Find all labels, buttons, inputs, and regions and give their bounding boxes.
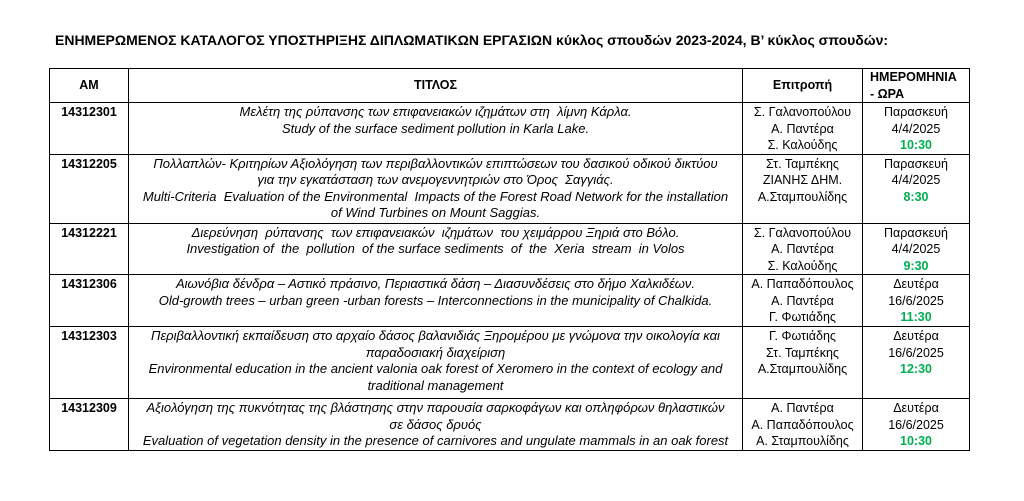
- page-title: ΕΝΗΜΕΡΩΜΕΝΟΣ ΚΑΤΑΛΟΓΟΣ ΥΠΟΣΤΗΡΙΞΗΣ ΔΙΠΛΩΜΑΤΙΚΩΝ ΕΡΓΑΣΙΩΝ κύκλος σπουδών 2023-2024, Β’ κύκλος σπουδών:: [55, 32, 889, 48]
- table-row: [50, 399, 970, 451]
- committee-cell: [743, 223, 863, 275]
- committee-member: Α.Σταμπουλίδης: [757, 189, 848, 204]
- student-id: 14312303: [50, 327, 129, 399]
- committee-cell: [743, 275, 863, 327]
- committee-member: Α. Παντέρα: [771, 293, 834, 308]
- date-label: 4/4/2025: [891, 173, 941, 187]
- title-line: Investigation of the pollution of the surface sediments of the Xeria stream in Volos: [186, 241, 685, 256]
- date-label: 4/4/2025: [891, 121, 941, 136]
- committee-member: Σ. Γαλανοπούλου: [753, 105, 852, 119]
- committee-member: Σ. Καλούδης: [767, 258, 838, 273]
- table-row: [50, 223, 970, 275]
- title-line: Αξιολόγηση της πυκνότητας της βλάστησης στην παρουσία σαρκοφάγων και οπληφόρων θηλαστικών: [146, 400, 725, 415]
- title-line: traditional management: [367, 377, 504, 393]
- title-cell: [129, 275, 743, 327]
- header-datetime-line: - ΩΡΑ: [870, 86, 905, 101]
- table-header: [50, 69, 970, 103]
- committee-member: ΖΙΑΝΗΣ ΔΗΜ.: [762, 173, 843, 187]
- title-cell: [129, 154, 743, 223]
- committee-member: Α. Παντέρα: [771, 242, 834, 256]
- header-datetime: [863, 69, 970, 103]
- header-datetime-line: ΗΜΕΡΟΜΗΝΙΑ: [870, 70, 957, 84]
- title-line: Πολλαπλών- Κριτηρίων Αξιολόγηση των περιβαλλοντικών επιπτώσεων του δασικού οδικού δικτύου: [153, 155, 718, 171]
- time-label: 11:30: [900, 310, 932, 324]
- datetime-cell: [863, 223, 970, 275]
- student-id: 14312306: [50, 275, 129, 327]
- date-label: 16/6/2025: [888, 345, 944, 360]
- committee-cell: [743, 327, 863, 399]
- day-label: Παρασκευή: [884, 105, 948, 119]
- student-id: 14312301: [50, 103, 129, 155]
- header-am: ΑΜ: [50, 69, 129, 103]
- committee-member: Γ. Φωτιάδης: [769, 329, 836, 343]
- committee-member: Α. Παπαδόπουλος: [751, 277, 854, 291]
- committee-cell: [743, 399, 863, 451]
- title-line: Environmental education in the ancient valonia oak forest of Xeromero in the context of ecology and: [148, 361, 723, 376]
- committee-member: Α. Σταμπουλίδης: [756, 434, 849, 448]
- datetime-cell: [863, 327, 970, 399]
- title-line: παραδοσιακή διαχείριση: [365, 344, 506, 360]
- day-label: Δευτέρα: [893, 329, 939, 343]
- time-label: 10:30: [900, 434, 932, 448]
- day-label: Δευτέρα: [893, 277, 939, 291]
- committee-cell: [743, 154, 863, 223]
- title-line: για την εγκατάσταση των ανεμογεννητριών στο Όρος Σαγγιάς.: [257, 172, 614, 187]
- table-body: [50, 103, 970, 451]
- committee-member: Γ. Φωτιάδης: [769, 310, 836, 324]
- day-label: Παρασκευή: [884, 225, 948, 240]
- time-label: 8:30: [903, 189, 929, 204]
- theses-table: [49, 68, 970, 451]
- committee-member: Στ. Ταμπέκης: [766, 156, 839, 171]
- datetime-cell: [863, 275, 970, 327]
- committee-member: Στ. Ταμπέκης: [766, 345, 839, 360]
- student-id: 14312309: [50, 399, 129, 451]
- table-row: [50, 103, 970, 155]
- title-line: of Wind Turbines on Mount Saggias.: [330, 205, 541, 220]
- date-label: 16/6/2025: [888, 293, 944, 308]
- student-id: 14312205: [50, 154, 129, 223]
- datetime-cell: [863, 399, 970, 451]
- title-cell: [129, 327, 743, 399]
- table-row: [50, 275, 970, 327]
- datetime-cell: [863, 103, 970, 155]
- title-line: Evaluation of vegetation density in the presence of carnivores and ungulate mammals in an oak forest: [142, 433, 729, 448]
- day-label: Δευτέρα: [893, 401, 939, 415]
- title-cell: [129, 223, 743, 275]
- title-line: Old-growth trees – urban green -urban forests – Interconnections in the municipality of Chalkida.: [158, 292, 713, 308]
- committee-member: Σ. Γαλανοπούλου: [753, 225, 852, 240]
- committee-member: Α. Παπαδόπουλος: [751, 417, 854, 432]
- header-title: ΤΙΤΛΟΣ: [129, 69, 743, 103]
- header-committee: Επιτροπή: [743, 69, 863, 103]
- title-cell: [129, 399, 743, 451]
- title-line: Περιβαλλοντική εκπαίδευση στο αρχαίο δάσος βαλανιδιάς Ξηρομέρου με γνώμονα την οικολογία και: [151, 328, 720, 343]
- title-line: Αιωνόβια δένδρα – Αστικό πράσινο, Περιαστικά δάση – Διασυνδέσεις στο δήμο Χαλκιδέων.: [175, 276, 696, 291]
- time-label: 9:30: [903, 258, 929, 273]
- committee-member: Α.Σταμπουλίδης: [757, 362, 848, 376]
- title-line: Μελέτη της ρύπανσης των επιφανειακών ιζημάτων στη λίμνη Κάρλα.: [239, 104, 632, 119]
- title-line: σε δάσος δρυός: [389, 416, 482, 432]
- datetime-cell: [863, 154, 970, 223]
- table-row: [50, 327, 970, 399]
- committee-member: Σ. Καλούδης: [767, 138, 838, 152]
- title-line: Study of the surface sediment pollution in Karla Lake.: [281, 120, 590, 136]
- time-label: 10:30: [900, 138, 932, 152]
- date-label: 16/6/2025: [888, 417, 944, 432]
- committee-cell: [743, 103, 863, 155]
- day-label: Παρασκευή: [884, 156, 948, 171]
- student-id: 14312221: [50, 223, 129, 275]
- date-label: 4/4/2025: [891, 242, 941, 256]
- committee-member: Α. Παντέρα: [771, 401, 834, 415]
- title-cell: [129, 103, 743, 155]
- time-label: 12:30: [900, 362, 932, 376]
- table-row: [50, 154, 970, 223]
- header-row: [50, 69, 970, 103]
- title-line: Διερεύνηση ρύπανσης των επιφανειακών ιζημάτων του χειμάρρου Ξηριά στο Βόλο.: [191, 224, 680, 240]
- committee-member: Α. Παντέρα: [771, 121, 834, 136]
- title-line: Multi-Criteria Evaluation of the Environmental Impacts of the Forest Road Network for the installation: [142, 188, 729, 204]
